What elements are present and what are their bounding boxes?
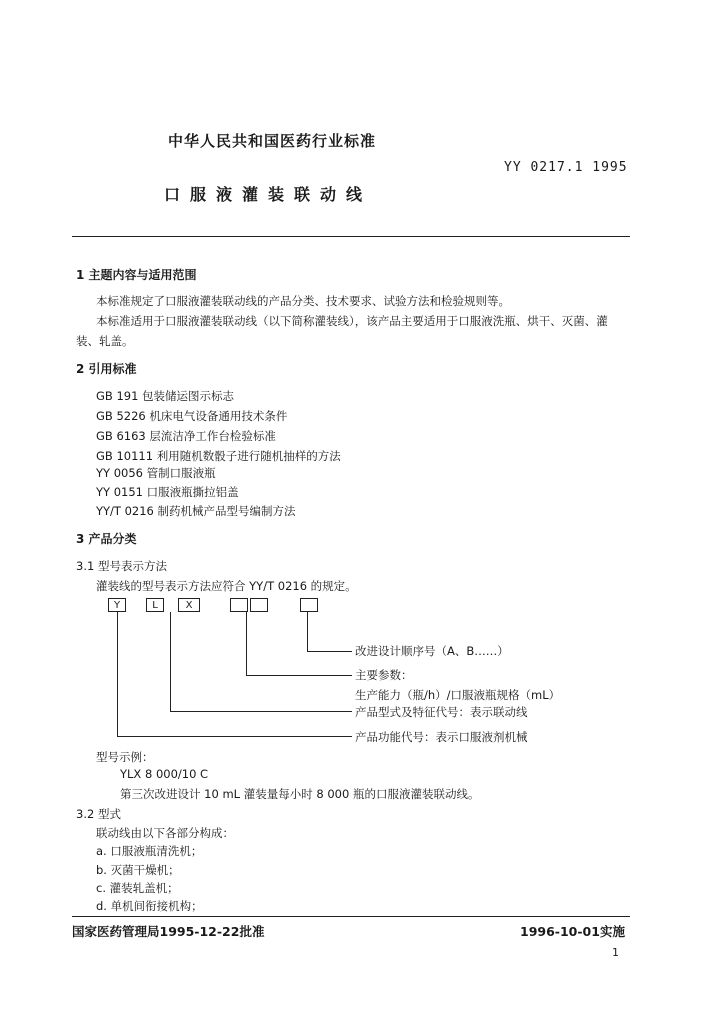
reference-item: GB 5226 机床电气设备通用技术条件 — [96, 409, 288, 423]
standard-code: YY 0217.1 1995 — [504, 160, 628, 175]
reference-item: GB 10111 利用随机数骰子进行随机抽样的方法 — [96, 449, 341, 463]
model-box-revision — [300, 598, 318, 612]
footer-rule — [72, 916, 630, 917]
reference-item: YY/T 0216 制药机械产品型号编制方法 — [96, 504, 296, 518]
section-1-heading: 1 主题内容与适用范围 — [76, 268, 197, 282]
subsection-3-1-text: 灌装线的型号表示方法应符合 YY/T 0216 的规定。 — [96, 579, 357, 593]
example-label: 型号示例： — [96, 750, 154, 764]
connector-line — [170, 612, 171, 712]
reference-item: GB 6163 层流洁净工作台检验标准 — [96, 429, 276, 443]
model-box-l: L — [146, 598, 164, 612]
connector-line — [246, 612, 247, 676]
label-revision: 改进设计顺序号（A、B……） — [355, 644, 509, 658]
connector-line — [170, 711, 352, 712]
subsection-3-1-heading: 3.1 型号表示方法 — [76, 559, 167, 573]
connector-line — [246, 675, 352, 676]
implementation-date: 1996-10-01实施 — [520, 924, 625, 939]
connector-line — [307, 651, 352, 652]
label-main-params: 主要参数： — [355, 668, 413, 682]
issuing-organization: 中华人民共和国医药行业标准 — [168, 132, 377, 150]
subsection-3-2-text: 联动线由以下各部分构成： — [96, 826, 234, 840]
connector-line — [307, 612, 308, 652]
header-rule — [72, 236, 630, 237]
label-type-code: 产品型式及特征代号：表示联动线 — [355, 705, 528, 719]
subsection-3-2-heading: 3.2 型式 — [76, 807, 121, 821]
list-item: c. 灌装轧盖机； — [96, 881, 179, 895]
approval-line: 国家医药管理局1995-12-22批准 — [72, 924, 265, 939]
model-box-param-2 — [250, 598, 268, 612]
reference-item: YY 0151 口服液瓶撕拉铝盖 — [96, 485, 239, 499]
reference-item: GB 191 包装储运图示标志 — [96, 389, 235, 403]
label-function-code: 产品功能代号：表示口服液剂机械 — [355, 730, 528, 744]
example-code: YLX 8 000/10 C — [120, 767, 209, 781]
connector-line — [117, 612, 118, 737]
model-box-y: Y — [108, 598, 126, 612]
model-box-x: X — [178, 598, 200, 612]
section-2-heading: 2 引用标准 — [76, 362, 137, 376]
example-description: 第三次改进设计 10 mL 灌装量每小时 8 000 瓶的口服液灌装联动线。 — [120, 787, 480, 801]
page-number: 1 — [612, 946, 619, 959]
section-3-heading: 3 产品分类 — [76, 532, 137, 546]
list-item: b. 灭菌干燥机； — [96, 863, 180, 877]
section-1-paragraph-1: 本标准规定了口服液灌装联动线的产品分类、技术要求、试验方法和检验规则等。 — [96, 294, 510, 308]
reference-item: YY 0056 管制口服液瓶 — [96, 466, 216, 480]
connector-line — [117, 736, 352, 737]
model-box-param-1 — [230, 598, 248, 612]
document-title: 口服液灌装联动线 — [164, 185, 373, 204]
section-1-paragraph-2: 本标准适用于口服液灌装联动线（以下简称灌装线），该产品主要适用于口服液洗瓶、烘干、灭菌、灌 — [96, 314, 608, 328]
list-item: a. 口服液瓶清洗机； — [96, 844, 203, 858]
label-capacity: 生产能力（瓶/h）/口服液瓶规格（mL） — [355, 688, 561, 702]
list-item: d. 单机间衔接机构； — [96, 899, 203, 913]
section-1-paragraph-2-cont: 装、轧盖。 — [76, 334, 134, 348]
